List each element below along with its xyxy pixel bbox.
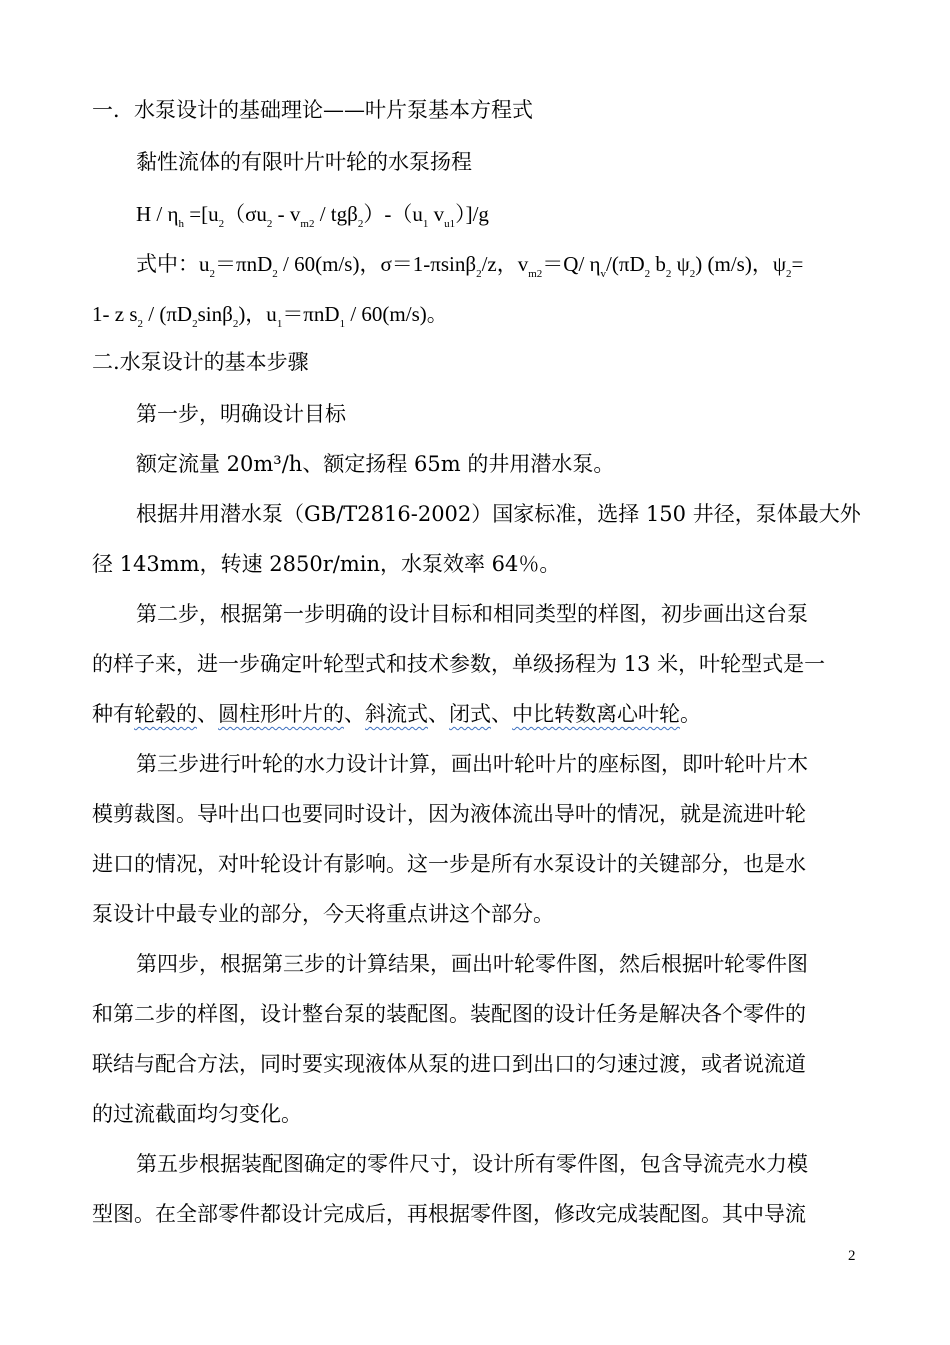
formula-main: $H / \eta_h =[u_2(\sigma u_2 - v_{m2} / tg\beta_2)-(u_1$ $v_{u1})]/g$	[136, 202, 489, 230]
line-end: 。	[680, 702, 701, 726]
centrifugal-impeller-term: 中比转数离心叶轮	[512, 702, 680, 726]
step5-line2: 型图。在全部零件都设计完成后，再根据零件图，修改完成装配图。其中导流	[92, 1202, 806, 1226]
section2-heading: 二.水泵设计的基本步骤	[92, 350, 309, 374]
separator: 、	[428, 702, 449, 726]
step4-line2: 和第二步的样图，设计整台泵的装配图。装配图的设计任务是解决各个零件的	[92, 1002, 806, 1026]
step2-line1: 第二步，根据第一步明确的设计目标和相同类型的样图，初步画出这台泵	[136, 602, 808, 626]
step1-title: 第一步，明确设计目标	[136, 402, 346, 426]
formula-where-prefix: 式中：	[136, 252, 199, 276]
cylindrical-blade-term: 圆柱形叶片的	[218, 702, 344, 726]
page-number: 2	[848, 1248, 856, 1264]
formula-where-line1: 式中：$u_2=\pi nD_2 / 60(m/s)$，σ＝1-πsinβ$_2$/z，$v_{m2}=Q/$ $\eta_v/(\pi D_2$ $b_2$ $\psi_2$) (m/s)，$\psi_2=$	[136, 252, 804, 280]
step3-line4: 泵设计中最专业的部分，今天将重点讲这个部分。	[92, 902, 554, 926]
step3-line1: 第三步进行叶轮的水力设计计算，画出叶轮叶片的座标图，即叶轮叶片木	[136, 752, 808, 776]
step3-line2: 模剪裁图。导叶出口也要同时设计，因为液体流出导叶的情况，就是流进叶轮	[92, 802, 806, 826]
step1-standard-line1: 根据井用潜水泵（GB/T2816-2002）国家标准，选择 150 井径，泵体最大外	[136, 502, 861, 526]
step5-line1: 第五步根据装配图确定的零件尺寸，设计所有零件图，包含导流壳水力模	[136, 1152, 808, 1176]
hub-term: 轮毂的	[134, 702, 197, 726]
step2-line3-prefix: 种有	[92, 702, 134, 726]
step1-standard-line2: 径 143mm，转速 2850r/min，水泵效率 64％。	[92, 552, 561, 576]
separator: 、	[197, 702, 218, 726]
step2-line3	[0, 700, 950, 728]
closed-type-term: 闭式	[449, 702, 491, 726]
step1-target: 额定流量 20m³/h、额定扬程 65m 的井用潜水泵。	[136, 452, 615, 476]
step4-line1: 第四步，根据第三步的计算结果，画出叶轮零件图，然后根据叶轮零件图	[136, 952, 808, 976]
separator: 、	[491, 702, 512, 726]
step2-line2: 的样子来，进一步确定叶轮型式和技术参数，单级扬程为 13 米，叶轮型式是一	[92, 652, 826, 676]
step4-line4: 的过流截面均匀变化。	[92, 1102, 302, 1126]
formula-where-line2: 1- z $s_2 / (\pi D_2\sin\beta_2)$，$u_1=\pi nD_1 / 60(m/s)$。	[92, 302, 448, 330]
section1-heading: 一．水泵设计的基础理论——叶片泵基本方程式	[92, 98, 533, 122]
separator: 、	[344, 702, 365, 726]
step4-line3: 联结与配合方法，同时要实现液体从泵的进口到出口的匀速过渡，或者说流道	[92, 1052, 806, 1076]
section1-subheading: 黏性流体的有限叶片叶轮的水泵扬程	[136, 150, 472, 174]
step3-line3: 进口的情况，对叶轮设计有影响。这一步是所有水泵设计的关键部分，也是水	[92, 852, 806, 876]
mixed-flow-term: 斜流式	[365, 702, 428, 726]
